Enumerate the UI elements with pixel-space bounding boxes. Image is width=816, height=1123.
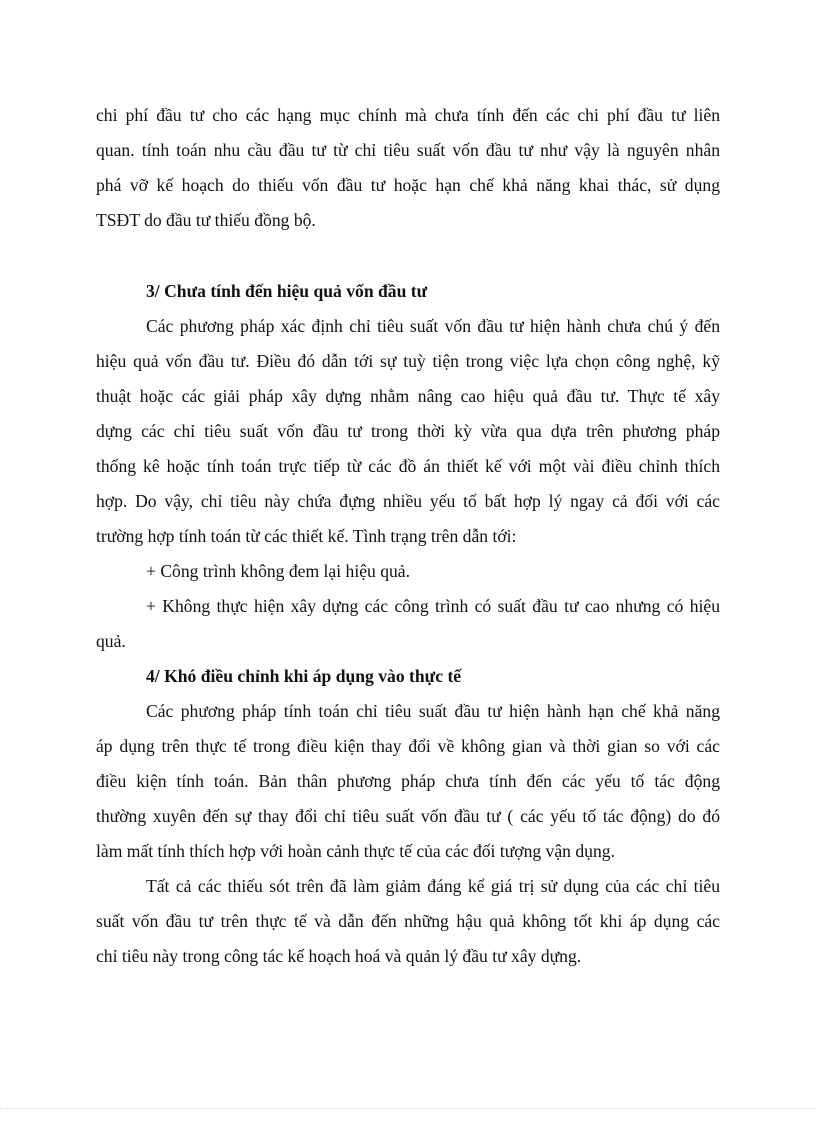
section-4-heading: 4/ Khó điều chỉnh khi áp dụng vào thực tế	[146, 666, 462, 686]
text-line: Các phương pháp tính toán chỉ tiêu suất đầu tư hiện hành hạn chế khả năng	[146, 701, 720, 721]
text-line: thống kê hoặc tính toán trực tiếp từ các đồ án thiết kế với một vài điều chỉnh thích	[96, 456, 720, 476]
text-line: TSĐT do đầu tư thiếu đồng bộ.	[96, 210, 316, 230]
conclusion-paragraph	[96, 869, 720, 974]
spacer	[96, 238, 720, 274]
text-line: trường hợp tính toán từ các thiết kế. Tình trạng trên dẫn tới:	[96, 526, 517, 546]
text-line: quả.	[96, 631, 126, 651]
text-line: chỉ tiêu này trong công tác kế hoạch hoá và quản lý đầu tư xây dựng.	[96, 946, 582, 966]
section-4-paragraph	[96, 694, 720, 869]
section-3-paragraph	[96, 309, 720, 554]
text-line: Tất cả các thiếu sót trên đã làm giảm đáng kể giá trị sử dụng của các chỉ tiêu	[146, 876, 720, 896]
section-3-heading: 3/ Chưa tính đến hiệu quả vốn đầu tư	[146, 281, 428, 301]
text-line: áp dụng trên thực tế trong điều kiện thay đổi về không gian và thời gian so với các	[96, 736, 720, 756]
text-line: chi phí đầu tư cho các hạng mục chính mà chưa tính đến các chi phí đầu tư liên	[96, 105, 720, 125]
text-line: thuật hoặc các giải pháp xây dựng nhằm nâng cao hiệu quả đầu tư. Thực tế xây	[96, 386, 720, 406]
document-page	[96, 98, 720, 974]
text-line: + Không thực hiện xây dựng các công trình có suất đầu tư cao nhưng có hiệu	[146, 596, 720, 616]
text-line: dựng các chỉ tiêu suất vốn đầu tư trong thời kỳ vừa qua dựa trên phương pháp	[96, 421, 720, 441]
text-line: làm mất tính thích hợp với hoàn cảnh thực tế của các đối tượng vận dụng.	[96, 841, 615, 861]
text-line: hợp. Do vậy, chỉ tiêu này chứa đựng nhiều yếu tố bất hợp lý ngay cả đối với các	[96, 491, 720, 511]
text-line: điều kiện tính toán. Bản thân phương pháp chưa tính đến các yếu tố tác động	[96, 771, 720, 791]
bullet-item	[96, 589, 720, 659]
text-line: phá vỡ kế hoạch do thiếu vốn đầu tư hoặc hạn chế khả năng khai thác, sử dụng	[96, 175, 720, 195]
bullet-item: + Công trình không đem lại hiệu quả.	[146, 561, 411, 581]
text-line: Các phương pháp xác định chỉ tiêu suất vốn đầu tư hiện hành chưa chú ý đến	[146, 316, 720, 336]
text-line: quan. tính toán nhu cầu đầu tư từ chỉ tiêu suất vốn đầu tư như vậy là nguyên nhân	[96, 140, 720, 160]
intro-paragraph	[96, 98, 720, 238]
text-line: thường xuyên đến sự thay đổi chỉ tiêu suất vốn đầu tư ( các yếu tố tác động) do đó	[96, 806, 720, 826]
page-bottom-rule	[0, 1108, 816, 1109]
text-line: hiệu quả vốn đầu tư. Điều đó dẫn tới sự tuỳ tiện trong việc lựa chọn công nghệ, kỹ	[96, 351, 720, 371]
text-line: suất vốn đầu tư trên thực tế và dẫn đến những hậu quả không tốt khi áp dụng các	[96, 911, 720, 931]
